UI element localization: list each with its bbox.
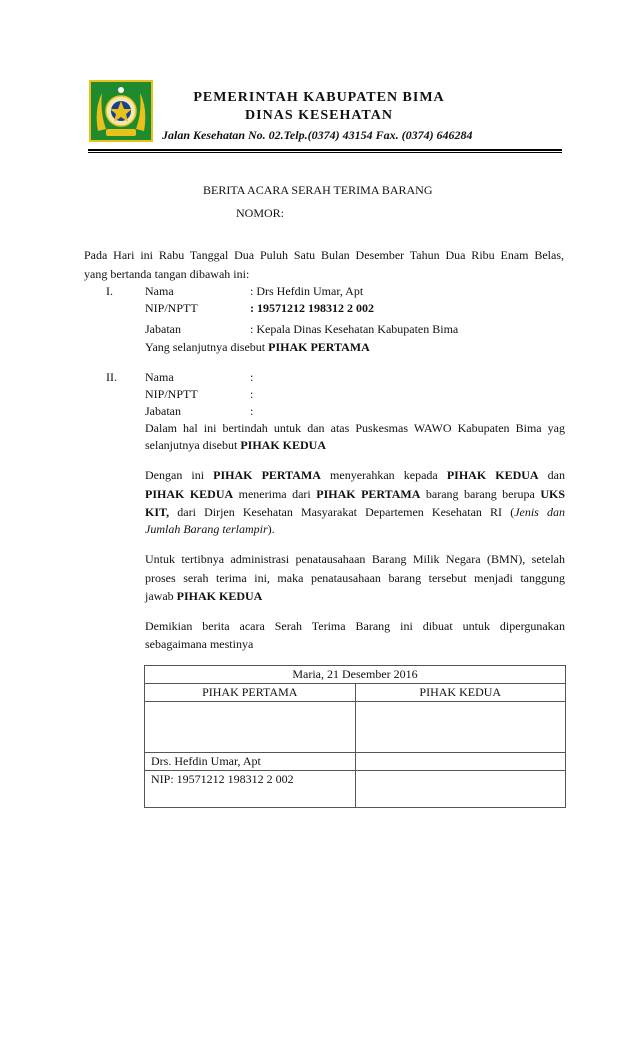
agency-name: DINAS KESEHATAN	[245, 108, 393, 123]
party2-jabatan-label: Jabatan	[145, 404, 181, 418]
para2-line-3: jawab PIHAK KEDUA	[145, 589, 263, 603]
party1-nip-value: : 19571212 198312 2 002	[250, 301, 374, 315]
party1-jabatan-value: : Kepala Dinas Kesehatan Kabupaten Bima	[250, 322, 459, 336]
signature-table	[144, 665, 566, 808]
party2-name-colon: :	[250, 370, 254, 384]
header-rule-thick	[88, 149, 562, 151]
party1-name-label: Nama	[145, 284, 174, 298]
signer-nip-kedua-empty	[355, 771, 566, 808]
signer-name: Drs. Hefdin Umar, Apt	[145, 753, 356, 771]
party2-nip-label: NIP/NPTT	[145, 387, 198, 401]
signature-col-pihak-pertama: PIHAK PERTAMA	[145, 684, 356, 702]
signer-name-kedua-empty	[355, 753, 566, 771]
table-row	[145, 666, 566, 684]
party2-numeral: II.	[106, 370, 117, 384]
table-row	[145, 702, 566, 753]
party1-numeral: I.	[106, 284, 113, 298]
signature-col-pihak-kedua: PIHAK KEDUA	[355, 684, 566, 702]
para1-line-3: KIT, dari Dirjen Kesehatan Masyarakat Departemen Kesehatan RI (Jenis dan	[145, 505, 565, 519]
table-row	[145, 753, 566, 771]
signature-space-kedua	[355, 702, 566, 753]
party2-nip-colon: :	[250, 387, 254, 401]
signature-place-date: Maria, 21 Desember 2016	[145, 666, 566, 684]
party1-name-value: : Drs Hefdin Umar, Apt	[250, 284, 364, 298]
intro-line-2: yang bertanda tangan dibawah ini:	[84, 267, 250, 281]
document-number-label: NOMOR:	[236, 206, 285, 220]
para3-line-1: Demikian berita acara Serah Terima Barang ini dibuat untuk dipergunakan	[145, 619, 565, 633]
para1-line-1: Dengan ini PIHAK PERTAMA menyerahkan kepada PIHAK KEDUA dan	[145, 468, 566, 482]
party1-called: Yang selanjutnya disebut PIHAK PERTAMA	[145, 340, 370, 354]
table-row	[145, 684, 566, 702]
government-name: PEMERINTAH KABUPATEN BIMA	[193, 90, 445, 105]
party2-desc-line-2: selanjutnya disebut PIHAK KEDUA	[145, 438, 326, 452]
signer-nip: NIP: 19571212 198312 2 002	[145, 771, 356, 808]
para2-line-1: Untuk tertibnya administrasi penatausahaan Barang Milik Negara (BMN), setelah	[145, 552, 565, 566]
party2-name-label: Nama	[145, 370, 174, 384]
para2-line-2: proses serah terima ini, maka penatausahaan barang tersebut menjadi tanggung	[145, 571, 565, 585]
party2-jabatan-colon: :	[250, 404, 254, 418]
party1-nip-label: NIP/NPTT	[145, 301, 198, 315]
agency-address: Jalan Kesehatan No. 02.Telp.(0374) 43154 Fax. (0374) 646284	[162, 128, 473, 142]
signature-space-pertama	[145, 702, 356, 753]
para3-line-2: sebagaimana mestinya	[145, 637, 254, 651]
header-rule-thin	[88, 152, 562, 153]
para1-line-4: Jumlah Barang terlampir).	[145, 522, 275, 536]
table-row	[145, 771, 566, 808]
intro-line-1: Pada Hari ini Rabu Tanggal Dua Puluh Satu Bulan Desember Tahun Dua Ribu Enam Belas,	[84, 248, 564, 262]
party1-jabatan-label: Jabatan	[145, 322, 181, 336]
party2-desc-line-1: Dalam hal ini bertindah untuk dan atas Puskesmas WAWO Kabupaten Bima yag	[145, 421, 565, 435]
document-title: BERITA ACARA SERAH TERIMA BARANG	[203, 183, 433, 197]
para1-line-2: PIHAK KEDUA menerima dari PIHAK PERTAMA barang barang berupa UKS	[145, 487, 565, 501]
